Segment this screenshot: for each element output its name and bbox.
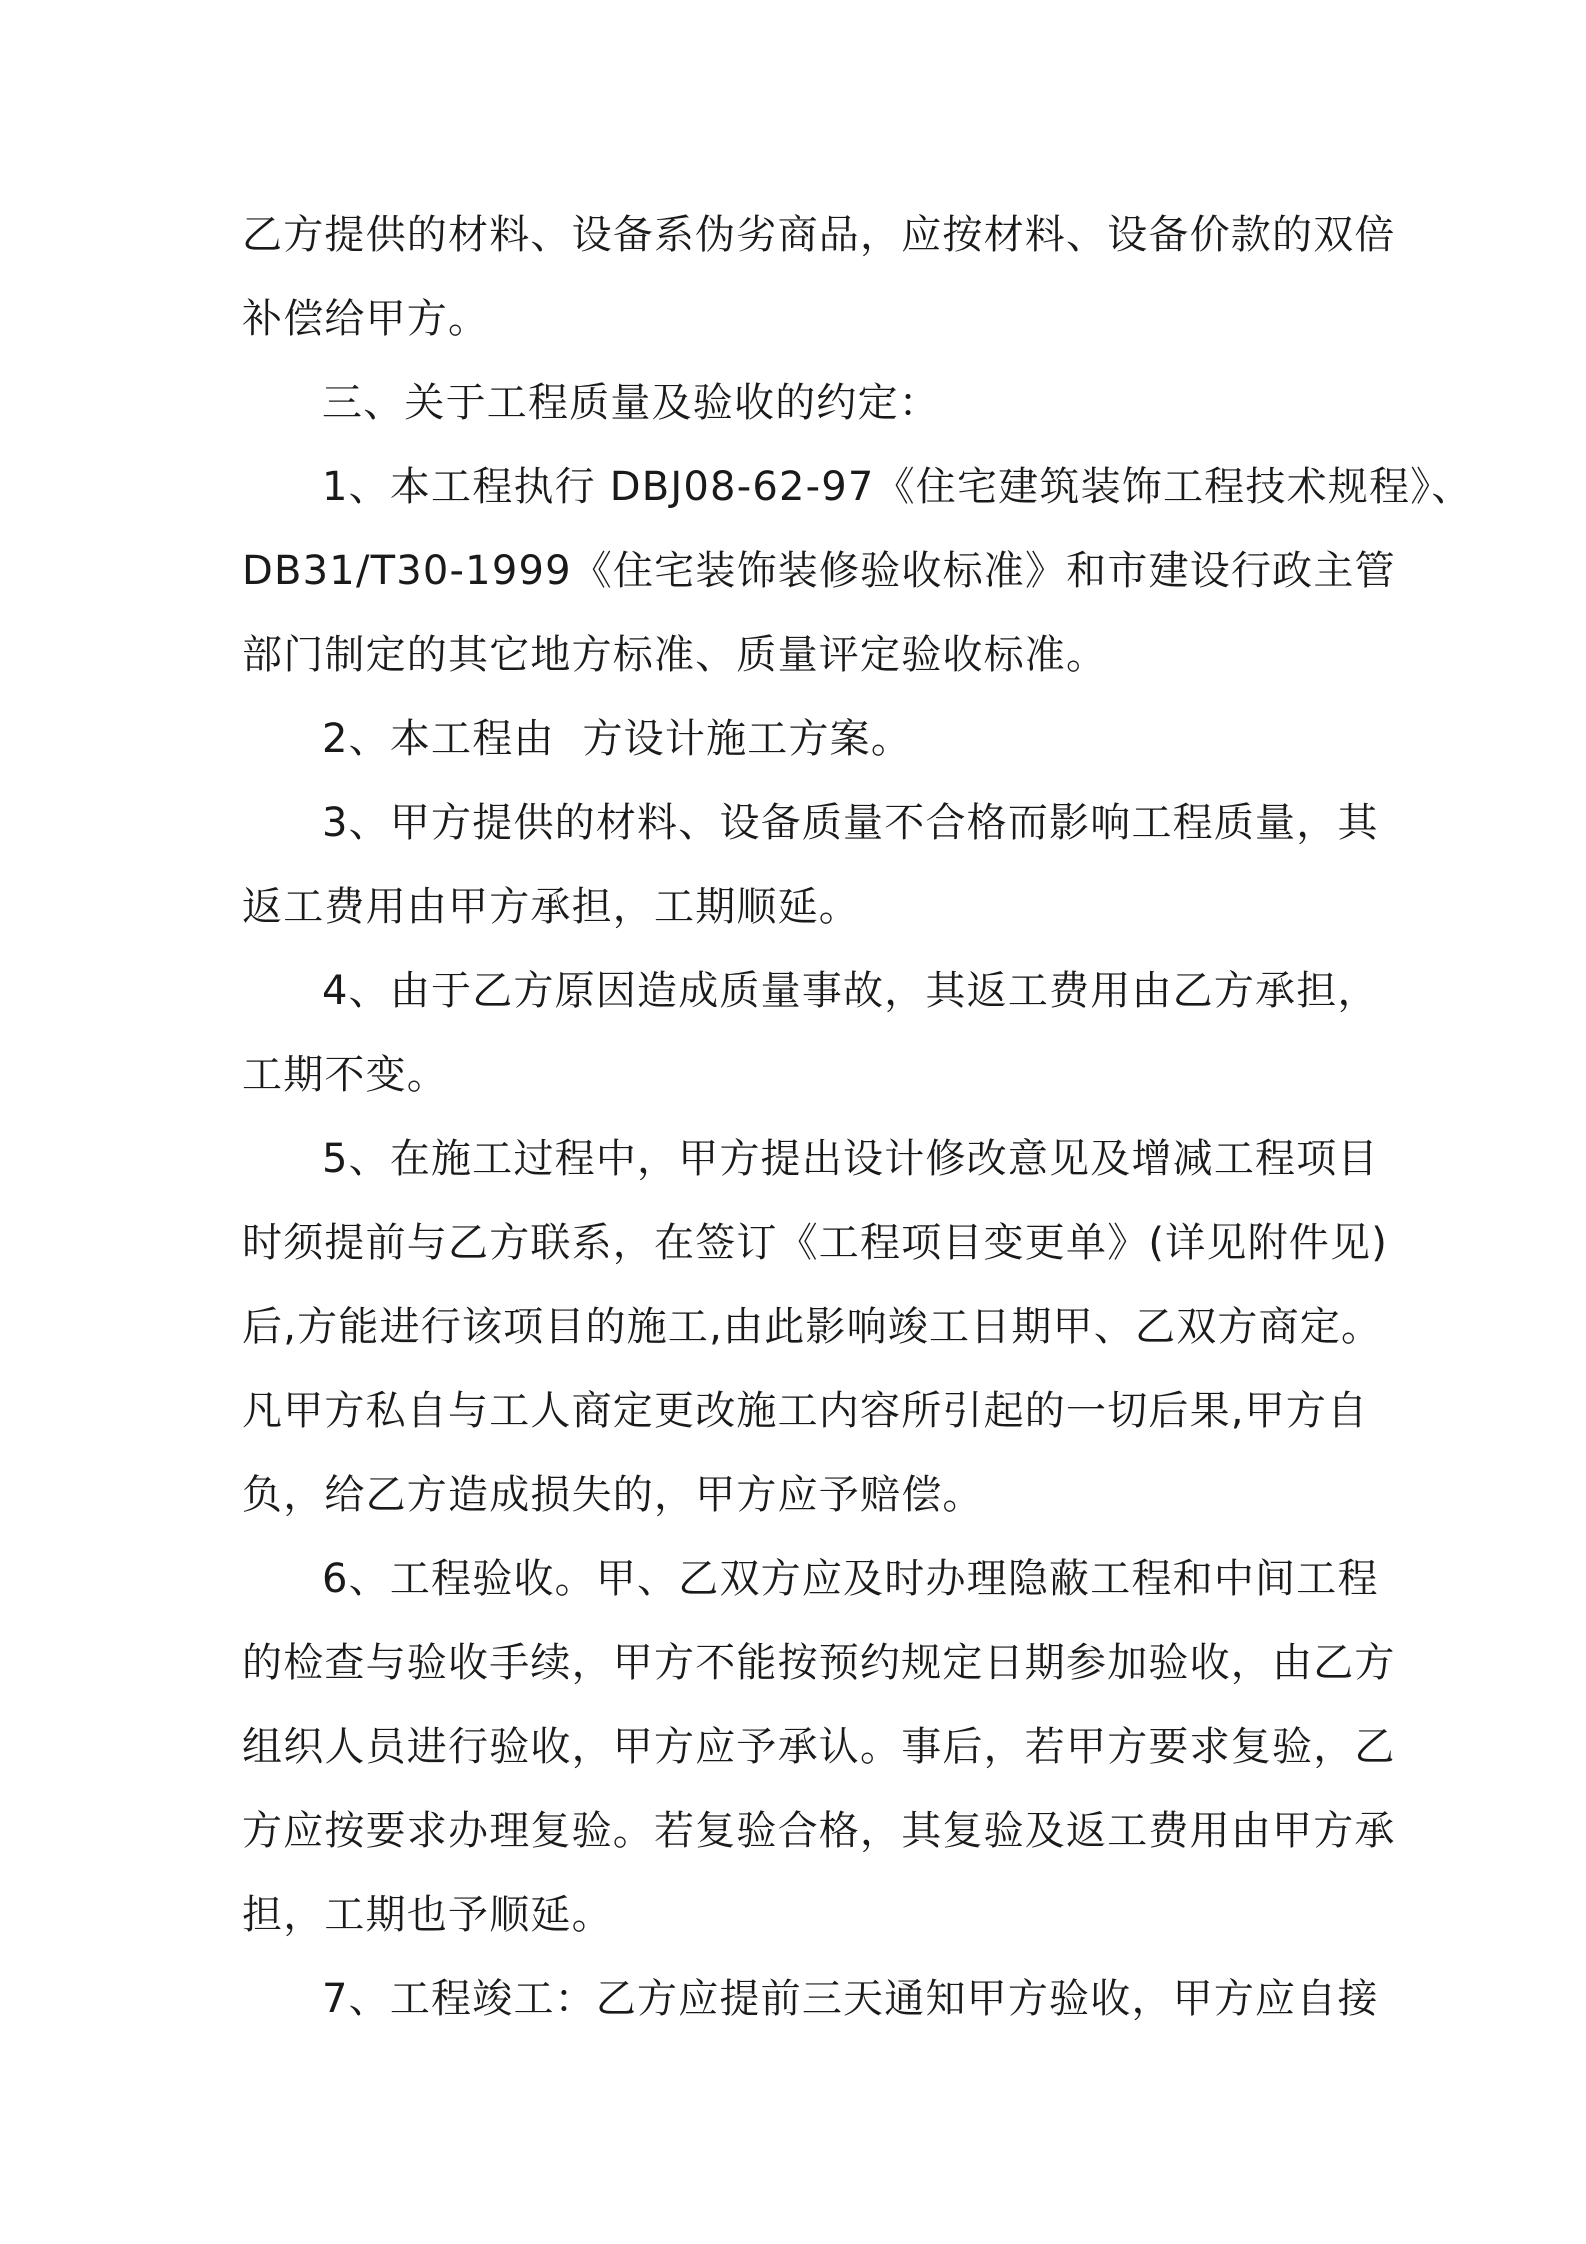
paragraph-line: 担，工期也予顺延。 [242,1892,613,1938]
document-body [242,193,1473,2041]
paragraph-line: 6、工程验收。甲、乙双方应及时办理隐蔽工程和中间工程 [322,1556,1379,1602]
paragraph-line: 5、在施工过程中，甲方提出设计修改意见及增减工程项目 [322,1136,1379,1182]
paragraph-line: 2、本工程由 方设计施工方案。 [322,716,913,762]
paragraph-line: 返工费用由甲方承担，工期顺延。 [242,884,860,930]
paragraph-line: 负，给乙方造成损失的，甲方应予赔偿。 [242,1472,984,1518]
paragraph-line: 部门制定的其它地方标准、质量评定验收标准。 [242,632,1108,678]
paragraph-line: 乙方提供的材料、设备系伪劣商品，应按材料、设备价款的双倍 [242,212,1396,258]
paragraph-line: 工期不变。 [242,1052,448,1098]
paragraph-line: 组织人员进行验收，甲方应予承认。事后，若甲方要求复验，乙 [242,1724,1396,1770]
paragraph-line: 1、本工程执行 DBJ08-62-97《住宅建筑装饰工程技术规程》、 [322,464,1473,510]
paragraph-line: 凡甲方私自与工人商定更改施工内容所引起的一切后果,甲方自 [242,1388,1369,1434]
paragraph-line: 7、工程竣工：乙方应提前三天通知甲方验收，甲方应自接 [322,1976,1379,2022]
paragraph-line: 方应按要求办理复验。若复验合格，其复验及返工费用由甲方承 [242,1808,1396,1854]
paragraph-line: 补偿给甲方。 [242,296,490,342]
paragraph-line: 的检查与验收手续，甲方不能按预约规定日期参加验收，由乙方 [242,1640,1396,1686]
paragraph-line: 时须提前与乙方联系，在签订《工程项目变更单》(详见附件见) [242,1220,1389,1266]
paragraph-line: 后,方能进行该项目的施工,由此影响竣工日期甲、乙双方商定。 [242,1304,1383,1350]
section-heading: 三、关于工程质量及验收的约定： [322,380,940,426]
paragraph-line: DB31/T30-1999《住宅装饰装修验收标准》和市建设行政主管 [242,548,1396,594]
paragraph-line: 4、由于乙方原因造成质量事故，其返工费用由乙方承担， [322,968,1379,1014]
paragraph-line: 3、甲方提供的材料、设备质量不合格而影响工程质量，其 [322,800,1379,846]
